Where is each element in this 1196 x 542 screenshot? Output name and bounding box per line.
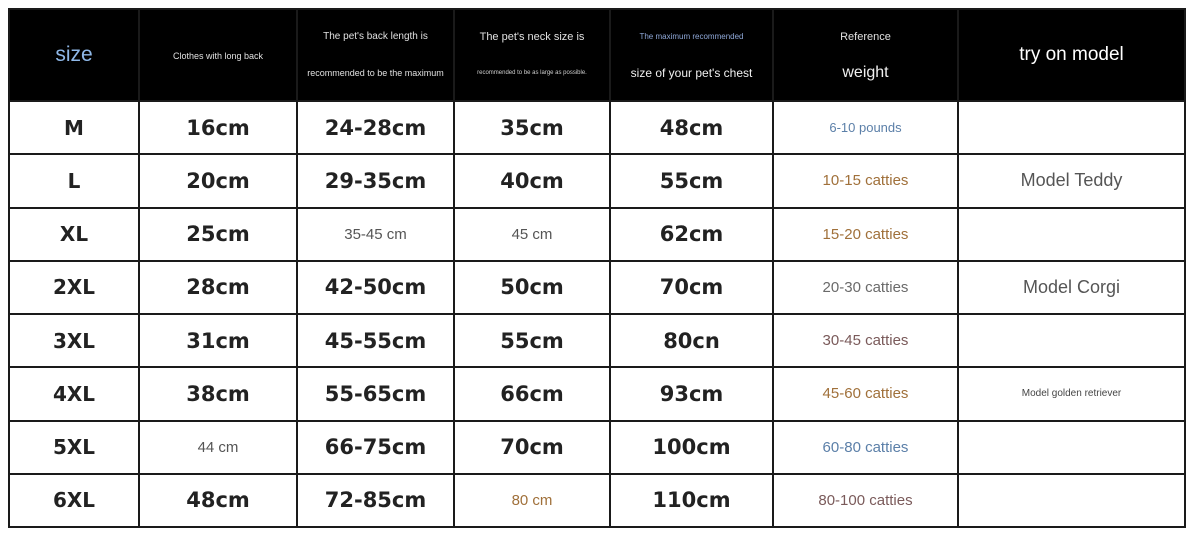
weight-cell: 20-30 catties (773, 261, 958, 314)
size-table (8, 8, 1186, 528)
chest-cell: 55cm (610, 154, 773, 207)
header-weight-top: Reference (840, 31, 891, 43)
table-row (9, 367, 1185, 420)
chest-cell: 48cm (610, 101, 773, 154)
neck-cell: 70cm (454, 421, 610, 474)
model-cell: Model golden retriever (958, 367, 1185, 420)
neck-cell: 40cm (454, 154, 610, 207)
back-cell: 16cm (139, 101, 297, 154)
size-cell: M (9, 101, 139, 154)
back-cell: 28cm (139, 261, 297, 314)
header-neck-bottom: recommended to be as large as possible. (477, 70, 587, 76)
header-length (297, 9, 454, 101)
table-row (9, 101, 1185, 154)
table-row (9, 208, 1185, 261)
model-cell: Model Teddy (958, 154, 1185, 207)
neck-cell: 35cm (454, 101, 610, 154)
model-cell: Model Corgi (958, 261, 1185, 314)
size-chart (8, 8, 1184, 528)
weight-cell: 10-15 catties (773, 154, 958, 207)
weight-cell: 6-10 pounds (773, 101, 958, 154)
size-cell: 5XL (9, 421, 139, 474)
length-cell: 42-50cm (297, 261, 454, 314)
size-cell: 3XL (9, 314, 139, 367)
model-cell (958, 421, 1185, 474)
neck-cell: 45 cm (454, 208, 610, 261)
back-cell: 38cm (139, 367, 297, 420)
header-size (9, 9, 139, 101)
chest-cell: 80cn (610, 314, 773, 367)
back-cell: 48cm (139, 474, 297, 527)
neck-cell: 55cm (454, 314, 610, 367)
chest-cell: 100cm (610, 421, 773, 474)
length-cell: 24-28cm (297, 101, 454, 154)
table-row (9, 421, 1185, 474)
chest-cell: 93cm (610, 367, 773, 420)
header-neck (454, 9, 610, 101)
header-back-label: Clothes with long back (172, 51, 264, 61)
neck-cell: 66cm (454, 367, 610, 420)
table-row (9, 474, 1185, 527)
model-cell (958, 208, 1185, 261)
header-length-top: The pet's back length is (323, 31, 428, 42)
weight-cell: 15-20 catties (773, 208, 958, 261)
back-cell: 44 cm (139, 421, 297, 474)
back-cell: 31cm (139, 314, 297, 367)
size-cell: XL (9, 208, 139, 261)
length-cell: 55-65cm (297, 367, 454, 420)
neck-cell: 50cm (454, 261, 610, 314)
table-row (9, 261, 1185, 314)
chest-cell: 70cm (610, 261, 773, 314)
chest-cell: 110cm (610, 474, 773, 527)
header-chest-bottom: size of your pet's chest (630, 66, 753, 80)
header-size-label: size (55, 43, 93, 66)
table-row (9, 314, 1185, 367)
back-cell: 25cm (139, 208, 297, 261)
model-cell (958, 474, 1185, 527)
model-cell (958, 101, 1185, 154)
header-model-label: try on model (1019, 44, 1124, 65)
header-model (958, 9, 1185, 101)
weight-cell: 30-45 catties (773, 314, 958, 367)
header-weight (773, 9, 958, 101)
weight-cell: 45-60 catties (773, 367, 958, 420)
size-cell: 6XL (9, 474, 139, 527)
size-cell: 4XL (9, 367, 139, 420)
header-neck-top: The pet's neck size is (479, 31, 585, 43)
chest-cell: 62cm (610, 208, 773, 261)
model-cell (958, 314, 1185, 367)
length-cell: 66-75cm (297, 421, 454, 474)
header-weight-bottom: weight (842, 64, 889, 81)
weight-cell: 60-80 catties (773, 421, 958, 474)
header-length-bottom: recommended to be the maximum (307, 68, 444, 78)
size-cell: 2XL (9, 261, 139, 314)
back-cell: 20cm (139, 154, 297, 207)
length-cell: 29-35cm (297, 154, 454, 207)
size-cell: L (9, 154, 139, 207)
header-chest (610, 9, 773, 101)
length-cell: 35-45 cm (297, 208, 454, 261)
header-row (9, 9, 1185, 101)
header-back (139, 9, 297, 101)
length-cell: 72-85cm (297, 474, 454, 527)
table-row (9, 154, 1185, 207)
weight-cell: 80-100 catties (773, 474, 958, 527)
neck-cell: 80 cm (454, 474, 610, 527)
length-cell: 45-55cm (297, 314, 454, 367)
header-chest-top: The maximum recommended (639, 32, 744, 41)
